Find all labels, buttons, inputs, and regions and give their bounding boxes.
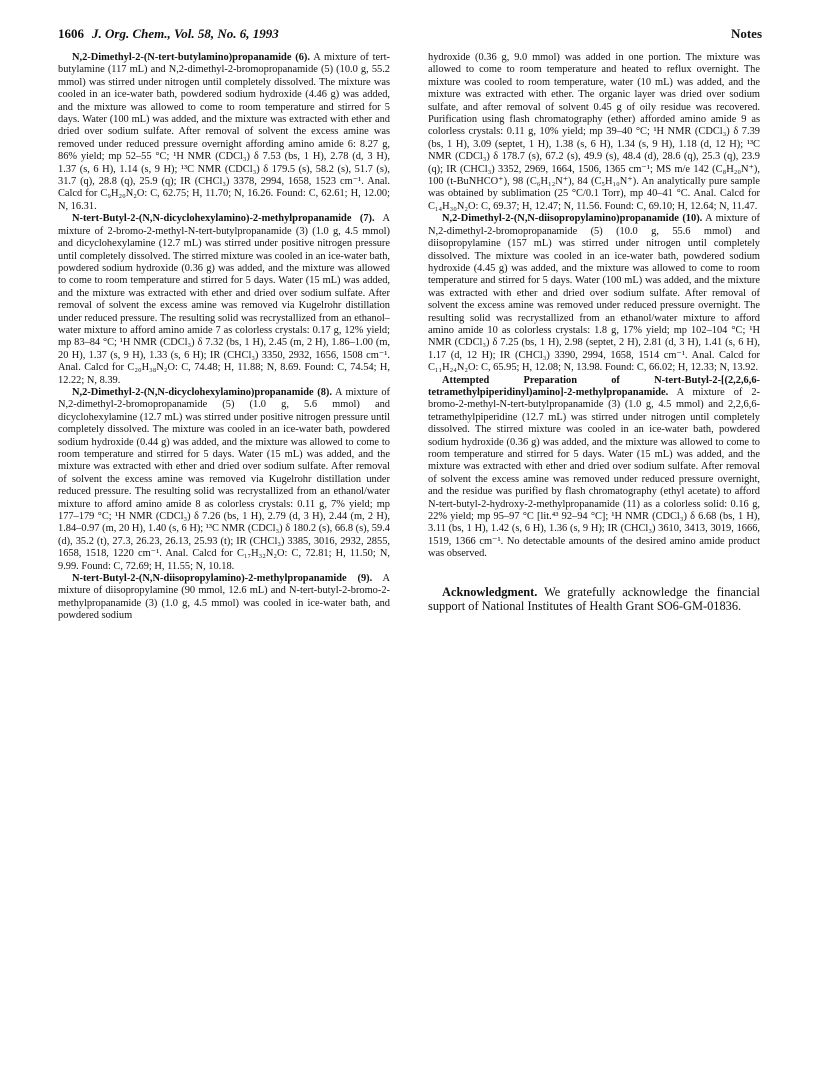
- compound-title: N-tert-Butyl-2-(N,N-dicyclohexylamino)-2-methylpropanamide (7).: [72, 213, 375, 225]
- compound-title: N-tert-Butyl-2-(N,N-diisopropylamino)-2-methylpropanamide (9).: [72, 573, 373, 585]
- paragraph-attempted-preparation: [428, 375, 760, 561]
- paragraph-compound-9-continued: [428, 52, 760, 213]
- journal-citation: J. Org. Chem., Vol. 58, No. 6, 1993: [92, 26, 279, 41]
- paragraph-body: hydroxide (0.36 g, 9.0 mmol) was added in one portion. The mixture was allowed to come to room temperature and heated to reflux overnight. The mixture was cooled to room temperature, water (10 mL) was added, and the mixture was extracted with ether. The organic layer was dried over sodium sulfate, and after removal of solvent 0.45 g of oily residue was recovered. Purification using flash chromatography (ether) afforded amino amide 9 as colorless crystals: 0.11 g, 10% yield; mp 39–40 °C; ¹H NMR (CDCl₃) δ 7.39 (bs, 1 H), 3.09 (septet, 1 H), 1.38 (s, 6 H), 1.34 (s, 9 H), 1.18 (d, 12 H); ¹³C NMR (CDCl₃) δ 178.7 (s), 67.2 (s), 49.9 (s), 48.4 (d), 28.6 (q), 25.3 (q), 23.9 (q); IR (CHCl₃) 3352, 2969, 1664, 1506, 1365 cm⁻¹; MS m/e 142 (C₈H₂₀N⁺), 100 (t-BuNHCO⁺), 98 (C₆H₁₂N⁺), 84 (C₅H₁₀N⁺). An analytically pure sample was obtained by sublimation (25 °C/0.1 Torr), mp 40–41 °C. Anal. Calcd for C₁₄H₃₀N₂O: C, 69.37; H, 12.47; N, 11.56. Found: C, 69.10; H, 12.64; N, 11.47.: [428, 52, 760, 212]
- paragraph-body: A mixture of N,2-dimethyl-2-bromopropanamide (5) (10.0 g, 55.6 mmol) and diisopropylamine (157 mL) was stirred under nitrogen until completely dissolved. The mixture was cooled in an ice-water bath, powdered sodium hydroxide (4.45 g) was added, and the mixture was allowed to come to room temperature and stirred for 5 days. Water (100 mL) was added, and the mixture was extracted with ether and dried over sodium sulfate. After removal of solvent the excess amine was removed under reduced pressure overnight. The resulting solid was recrystallized from an ethanol/water mixture to afford amino amide 10 as colorless crystals: 1.8 g, 17% yield; mp 102–104 °C; ¹H NMR (CDCl₃) δ 7.25 (bs, 1 H), 2.98 (septet, 2 H), 2.81 (d, 3 H), 1.41 (s, 6 H), 1.17 (d, 12 H); IR (CHCl₃) 3390, 2994, 1658, 1514 cm⁻¹. Anal. Calcd for C₁₁H₂₄N₂O: C, 65.95; H, 12.08; N, 13.98. Found: C, 66.02; H, 12.33; N, 13.92.: [428, 213, 761, 374]
- paragraph-compound-7: [58, 213, 390, 387]
- compound-title: Attempted Preparation of N-tert-Butyl-2-[(2,2,6,6-tetramethylpiperidinyl)amino]-2-methylpropanamide.: [428, 374, 760, 398]
- page-header: [58, 26, 762, 42]
- compound-title: N,2-Dimethyl-2-(N-tert-butylamino)propanamide (6).: [72, 52, 310, 63]
- acknowledgment-title: Acknowledgment.: [442, 584, 538, 599]
- page-number: 1606: [58, 26, 84, 41]
- paragraph-body: A mixture of 2-bromo-2-methyl-N-tert-butylpropanamide (3) (1.0 g, 4.5 mmol) and dicyclohexylamine (12.7 mL) was stirred under positive nitrogen pressure until completely dissolved. The stirred mixture was cooled in an ice-water bath, powdered sodium hydroxide (0.36 g) was added, and the mixture was allowed to come to room temperature and stirred for 5 days. Water (15 mL) was added, and the mixture was extracted with ether and dried over sodium sulfate. After removal of solvent the excess amine was removed via Kugelrohr distillation under reduced pressure. The resulting solid was recrystallized from an ethanol–water mixture to afford amino amide 7 as colorless crystals: 0.17 g, 12% yield; mp 83–84 °C; ¹H NMR (CDCl₃) δ 7.32 (bs, 1 H), 2.45 (m, 2 H), 1.86–1.00 (m, 20 H), 1.37 (s, 9 H), 1.33 (s, 6 H); IR (CHCl₃) 3350, 2932, 1656, 1508 cm⁻¹. Anal. Calcd for C₂₀H₃₈N₂O: C, 74.48; H, 11.88; N, 8.69. Found: C, 74.54; H, 12.22; N, 8.39.: [58, 213, 390, 386]
- paragraph-compound-9: [58, 573, 390, 623]
- paragraph-compound-10: [428, 213, 760, 374]
- acknowledgment-body: We gratefully acknowledge the financial support of National Institutes of Health Grant SO6-GM-01836.: [428, 584, 761, 614]
- paragraph-body: A mixture of N,2-dimethyl-2-bromopropanamide (5) (1.0 g, 5.6 mmol) and dicyclohexylamine (12.7 mL) was stirred under positive nitrogen pressure until completely dissolved. The mixture was cooled in an ice-water bath, powdered sodium hydroxide (0.44 g) was added, and the mixture was allowed to come to room temperature and stirred for 5 days. Water (15 mL) was added, and the mixture was extracted with ether and dried over sodium sulfate. After removal of solvent the excess amine was removed via Kugelrohr distillation under reduced pressure. The resulting solid was recrystallized from an ethanol/water mixture to afford amino amide 8 as colorless crystals: 0.11 g, 7% yield; mp 177–179 °C; ¹H NMR (CDCl₃) δ 7.26 (bs, 1 H), 2.79 (d, 3 H), 2.44 (m, 2 H), 1.84–0.97 (m, 20 H), 1.40 (s, 6 H); ¹³C NMR (CDCl₃) δ 180.2 (s), 66.8 (s), 59.4 (d), 35.2 (t), 27.3, 26.23, 26.13, 25.93 (t); IR (CHCl₃) 3385, 3016, 2932, 2855, 1658, 1518, 1220 cm⁻¹. Anal. Calcd for C₁₇H₃₂N₂O: C, 72.81; H, 11.50; N, 9.99. Found: C, 72.69; H, 11.55; N, 10.18.: [58, 386, 390, 572]
- paragraph-body: A mixture of diisopropylamine (90 mmol, 12.6 mL) and N-tert-butyl-2-bromo-2-methylpropanamide (3) (1.0 g, 4.5 mmol) was cooled in ice-water bath, and powdered sodium: [58, 573, 390, 622]
- left-column: [58, 52, 390, 623]
- right-column: [428, 52, 760, 614]
- paragraph-body: A mixture of tert-butylamine (117 mL) and N,2-dimethyl-2-bromopropanamide (5) (10.0 g, 55.2 mmol) was stirred under nitrogen until completely dissolved. The mixture was cooled in an ice-water bath, powdered sodium hydroxide (4.46 g) was added, and the mixture was allowed to come to room temperature and stirred for 5 days. Water (100 mL) was added, and the mixture was extracted with ether and dried over sodium sulfate. After removal of solvent the excess amine was removed under reduced pressure overnight affording amino amide 6: 8.27 g, 86% yield; mp 52–55 °C; ¹H NMR (CDCl₃) δ 7.53 (bs, 1 H), 2.78 (d, 3 H), 1.37 (s, 6 H), 1.14 (s, 9 H); ¹³C NMR (CDCl₃) δ 179.5 (s), 58.2 (s), 51.7 (s), 31.7 (q), 28.8 (q), 25.9 (q); IR (CHCl₃) 3378, 2994, 1658, 1523 cm⁻¹. Anal. Calcd for C₉H₂₀N₂O: C, 62.75; H, 11.70; N, 16.26. Found: C, 62.61; H, 12.00; N, 16.31.: [58, 52, 390, 212]
- section-label: Notes: [730, 26, 762, 41]
- paragraph-compound-8: [58, 387, 390, 573]
- compound-title: N,2-Dimethyl-2-(N,N-dicyclohexylamino)propanamide (8).: [72, 386, 332, 398]
- paragraph-body: A mixture of 2-bromo-2-methyl-N-tert-butylpropanamide (3) (1.0 g, 4.5 mmol) and 2,2,6,6-tetramethylpiperidine (12.7 mL) was stirred under nitrogen until completely dissolved. The stirred mixture was cooled in an ice-water bath, powdered sodium hydroxide (0.36 g) was added, and the mixture was allowed to come to room temperature and stirred for 5 days. Water (15 mL) was added, and the mixture was extracted with ether and dried over sodium sulfate. After removal of solvent the excess amine was removed under reduced pressure overnight, and the residue was purified by flash chromatography (ethyl acetate) to afford N-tert-butyl-2-hydroxy-2-methylpropanamide (11) as a colorless solid: 0.16 g, 22% yield; mp 95–97 °C [lit.⁴³ 92–94 °C]; ¹H NMR (CDCl₃) δ 6.68 (bs, 1 H), 3.11 (bs, 1 H), 1.42 (s, 6 H), 1.36 (s, 9 H); IR (CHCl₃) 3610, 3413, 3019, 1666, 1519, 1366 cm⁻¹. No detectable amounts of the desired amino amide product was observed.: [428, 386, 760, 560]
- compound-title: N,2-Dimethyl-2-(N,N-diisopropylamino)propanamide (10).: [442, 213, 703, 225]
- paragraph-compound-6: [58, 52, 390, 213]
- acknowledgment: [428, 585, 760, 614]
